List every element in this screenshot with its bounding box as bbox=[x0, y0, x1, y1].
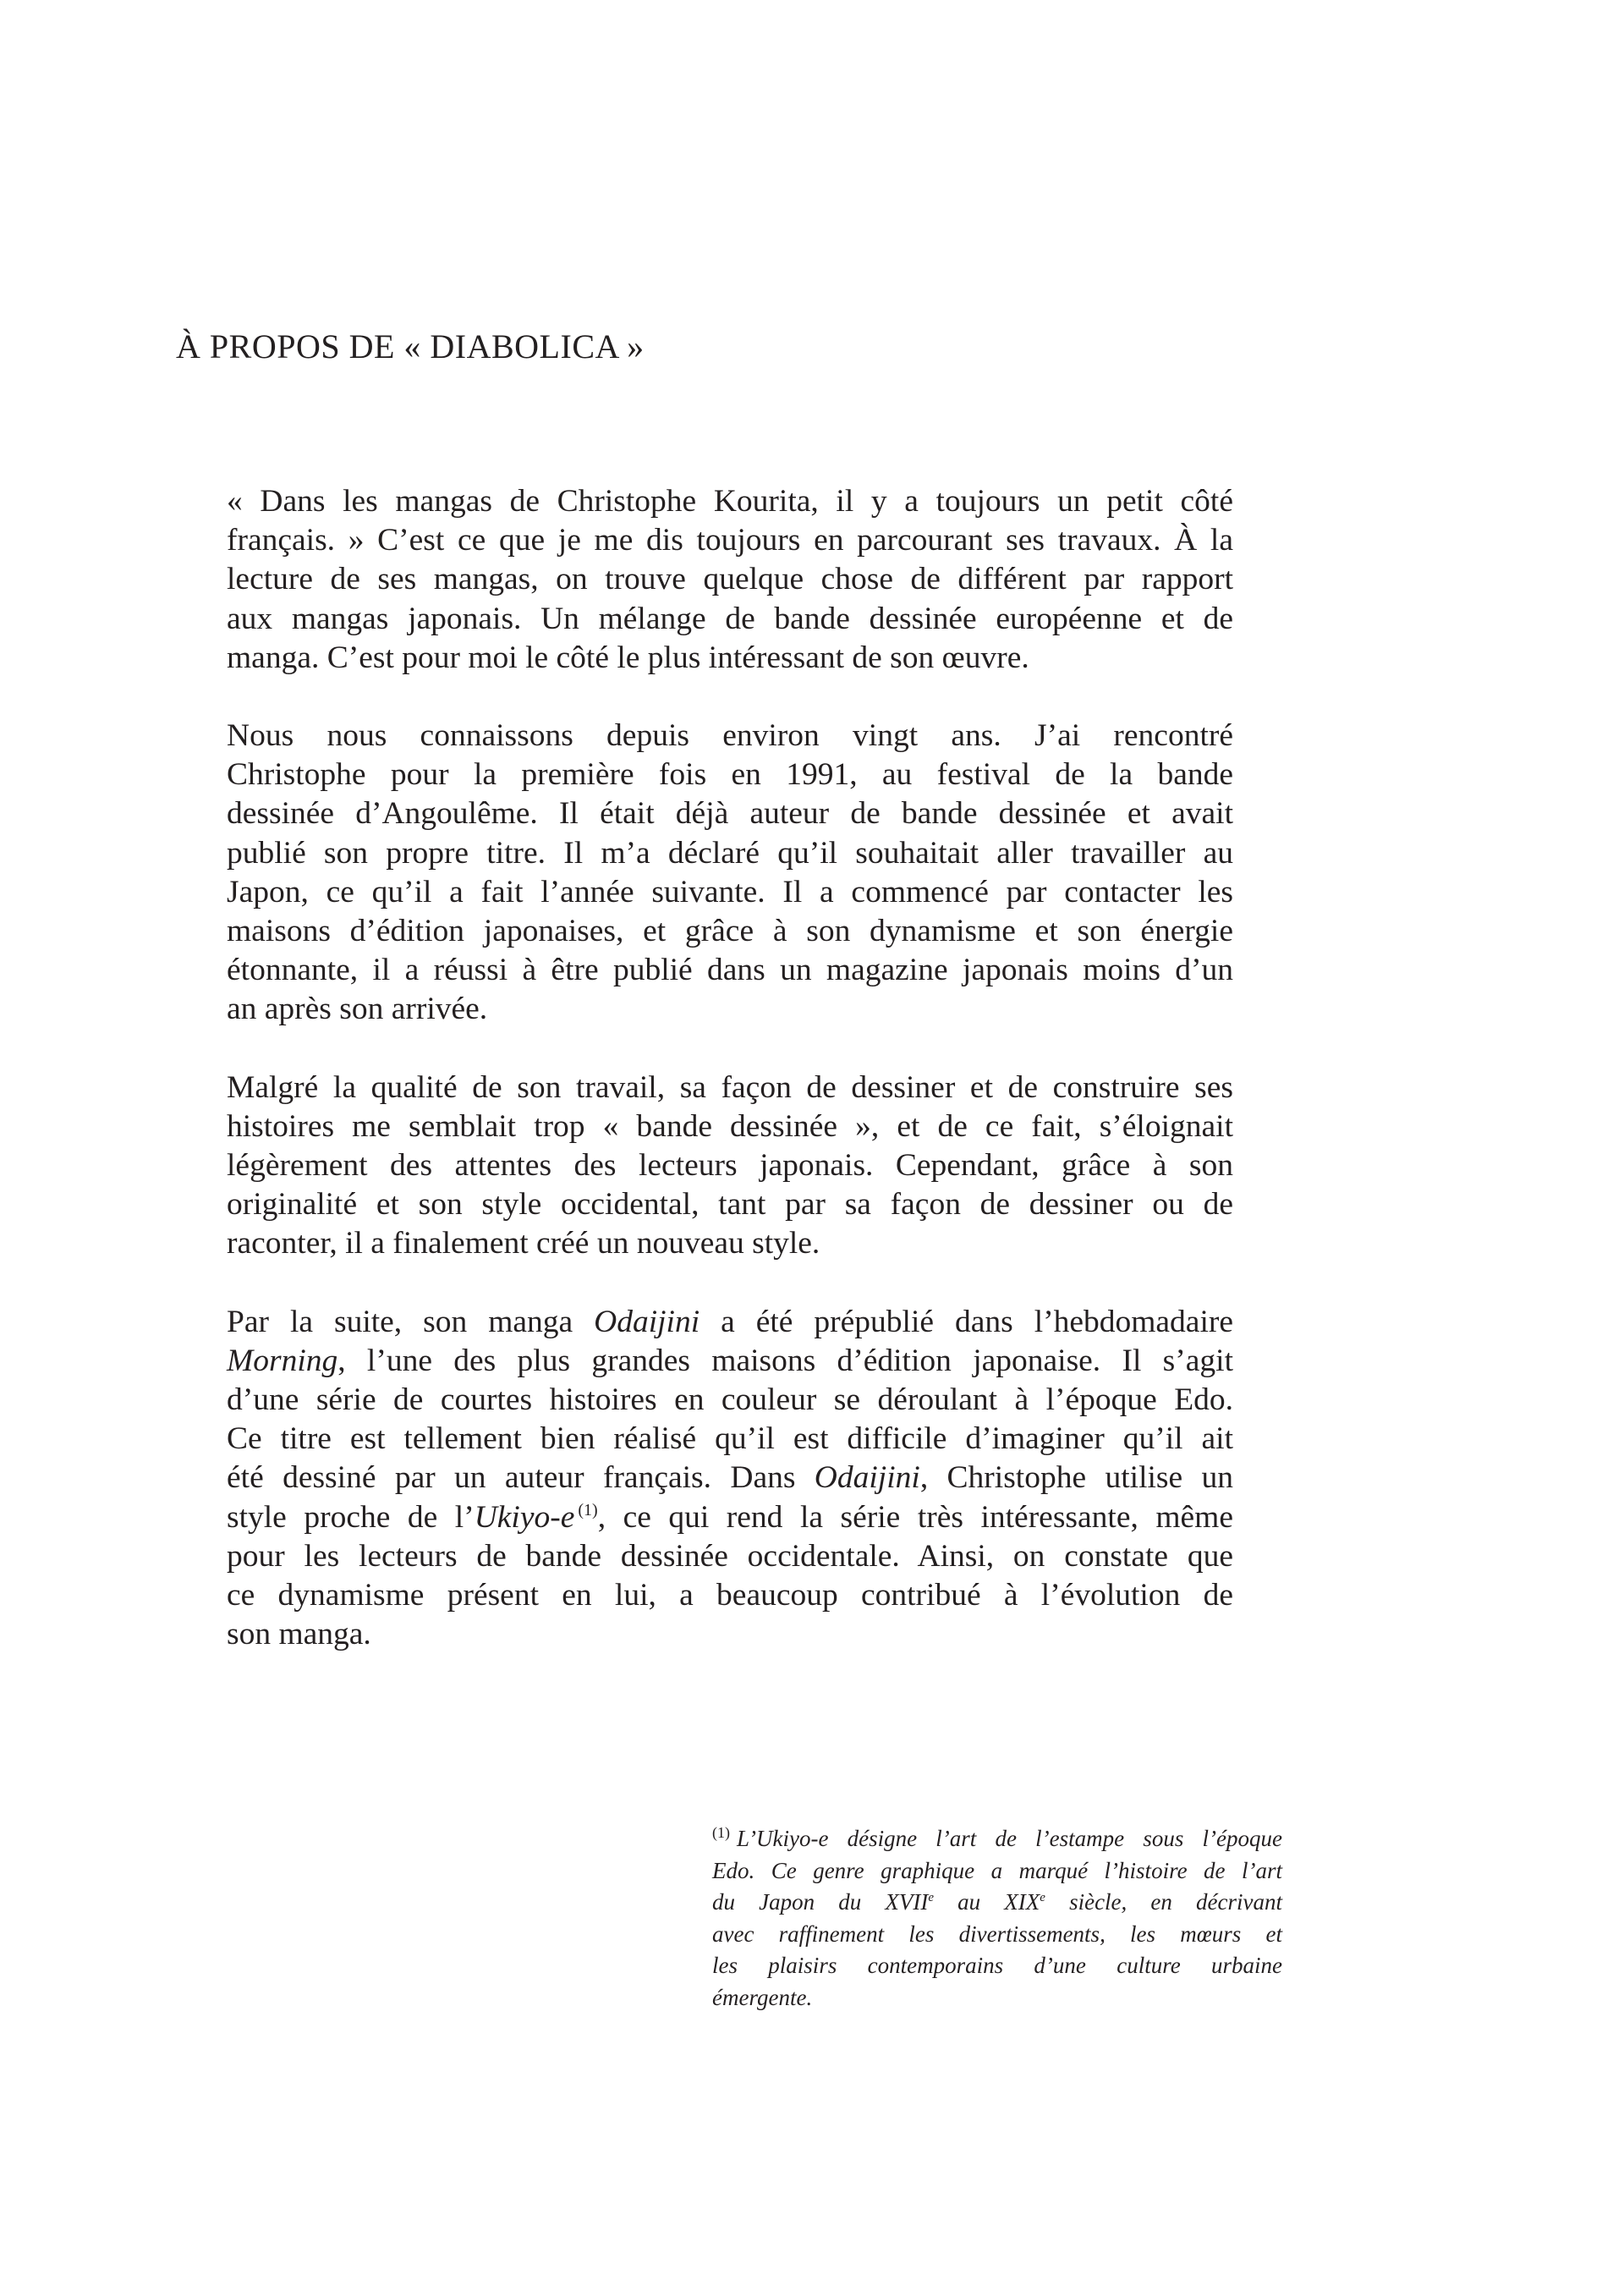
text-line: lecture de ses mangas, on trouve quelque chose de différent par rapport bbox=[227, 562, 1233, 597]
text-line: pour les lecteurs de bande dessinée occidentale. Ainsi, on constate que bbox=[227, 1538, 1233, 1574]
text-line: légèrement des attentes des lecteurs japonais. Cependant, grâce à son bbox=[227, 1148, 1233, 1184]
body-text bbox=[227, 482, 1233, 1693]
footnote-line: Edo. Ce genre graphique a marqué l’histoire de l’art bbox=[712, 1857, 1282, 1883]
manga-title-odaijini: Odaijini bbox=[594, 1304, 700, 1339]
text-run: siècle, en décrivant bbox=[1045, 1889, 1283, 1915]
footnote-line bbox=[712, 1823, 1282, 1855]
text-line: français. » C’est ce que je me dis toujours en parcourant ses travaux. À la bbox=[227, 523, 1233, 558]
footnote-reference[interactable]: (1) bbox=[578, 1500, 598, 1519]
text-line: étonnante, il a réussi à être publié dans un magazine japonais moins d’un bbox=[227, 953, 1233, 988]
footnote bbox=[712, 1823, 1282, 2014]
text-line: publié son propre titre. Il m’a déclaré qu’il souhaitait aller travailler au bbox=[227, 835, 1233, 871]
text-line: raconter, il a finalement créé un nouveau style. bbox=[227, 1226, 820, 1261]
text-line bbox=[227, 1459, 1233, 1497]
text-run: du Japon du XVII bbox=[712, 1889, 929, 1915]
text-run: Par la suite, son manga bbox=[227, 1304, 595, 1339]
text-line: dessinée d’Angoulême. Il était déjà auteur de bande dessinée et avait bbox=[227, 796, 1233, 832]
text-run: L’Ukiyo-e désigne l’art de l’estampe sous l’époque bbox=[737, 1826, 1282, 1851]
footnote-line: émergente. bbox=[712, 1984, 813, 2010]
text-run: , l’une des plus grandes maisons d’édition japonaise. Il s’agit bbox=[337, 1343, 1233, 1378]
text-line: Malgré la qualité de son travail, sa façon de dessiner et de construire ses bbox=[227, 1069, 1233, 1105]
text-line: an après son arrivée. bbox=[227, 992, 488, 1027]
term-ukiyo-e: Ukiyo-e bbox=[474, 1499, 575, 1535]
text-line bbox=[227, 1498, 1233, 1537]
text-run: , ce qui rend la série très intéressante, même bbox=[597, 1499, 1233, 1535]
century-superscript: e bbox=[928, 1891, 935, 1904]
text-line bbox=[227, 1303, 1233, 1342]
text-run: , Christophe utilise un bbox=[919, 1460, 1233, 1496]
footnote-line: les plaisirs contemporains d’une culture urbaine bbox=[712, 1953, 1282, 1978]
magazine-title-morning: Morning bbox=[227, 1343, 338, 1378]
text-line: Ce titre est tellement bien réalisé qu’il est difficile d’imaginer qu’il ait bbox=[227, 1421, 1233, 1457]
text-line: originalité et son style occidental, tant par sa façon de dessiner ou de bbox=[227, 1187, 1233, 1223]
text-line: d’une série de courtes histoires en couleur se déroulant à l’époque Edo. bbox=[227, 1382, 1233, 1418]
paragraph-2 bbox=[227, 717, 1233, 1030]
text-line bbox=[227, 1342, 1233, 1381]
manga-title-odaijini: Odaijini bbox=[814, 1460, 920, 1496]
paragraph-3 bbox=[227, 1069, 1233, 1264]
text-run: au XIX bbox=[934, 1889, 1040, 1915]
text-line: maisons d’édition japonaises, et grâce à son dynamisme et son énergie bbox=[227, 914, 1233, 949]
text-line: Japon, ce qu’il a fait l’année suivante. Il a commencé par contacter les bbox=[227, 874, 1233, 909]
text-line: son manga. bbox=[227, 1617, 371, 1652]
text-line: « Dans les mangas de Christophe Kourita, il y a toujours un petit côté bbox=[227, 484, 1233, 519]
text-run: a été prépublié dans l’hebdomadaire bbox=[700, 1304, 1233, 1339]
page-heading: À PROPOS DE « DIABOLICA » bbox=[176, 327, 645, 365]
text-line: histoires me semblait trop « bande dessinée », et de ce fait, s’éloignait bbox=[227, 1108, 1233, 1144]
text-run: été dessiné par un auteur français. Dans bbox=[227, 1460, 815, 1496]
text-line: Nous nous connaissons depuis environ vingt ans. J’ai rencontré bbox=[227, 718, 1233, 754]
text-line: manga. C’est pour moi le côté le plus intéressant de son œuvre. bbox=[227, 640, 1029, 675]
text-run: style proche de l’ bbox=[227, 1499, 475, 1535]
century-superscript: e bbox=[1040, 1891, 1045, 1904]
text-line: Christophe pour la première fois en 1991, au festival de la bande bbox=[227, 757, 1233, 793]
footnote-line: avec raffinement les divertissements, les mœurs et bbox=[712, 1921, 1282, 1947]
text-line: ce dynamisme présent en lui, a beaucoup contribué à l’évolution de bbox=[227, 1578, 1233, 1613]
footnote-line bbox=[712, 1887, 1282, 1919]
paragraph-4 bbox=[227, 1303, 1233, 1655]
paragraph-1 bbox=[227, 482, 1233, 678]
text-line: aux mangas japonais. Un mélange de bande dessinée européenne et de bbox=[227, 601, 1233, 636]
footnote-marker: (1) bbox=[712, 1824, 730, 1841]
